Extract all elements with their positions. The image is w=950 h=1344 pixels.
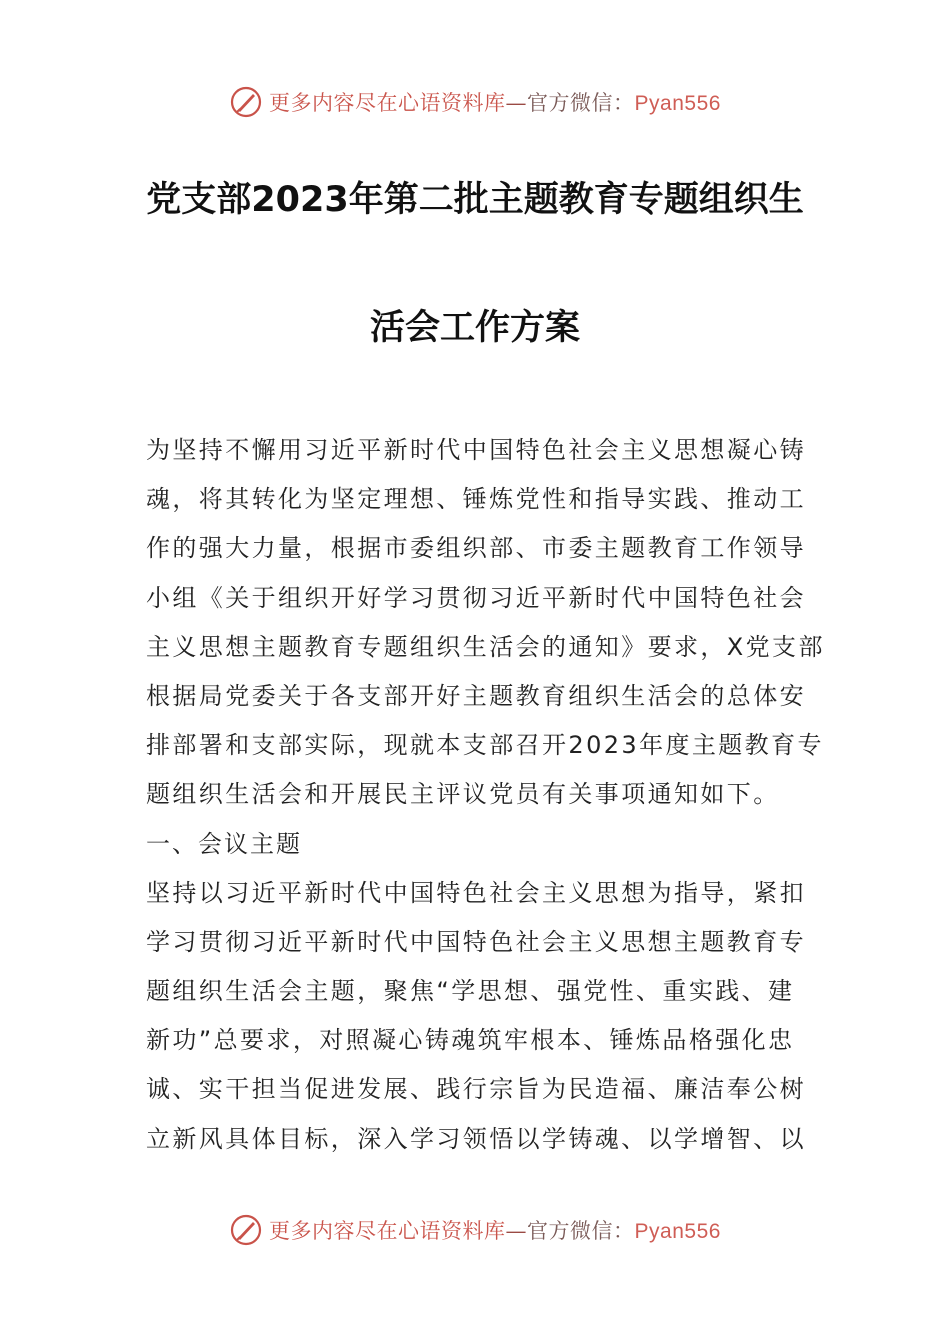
document-title-line-2: 活会工作方案: [369, 308, 580, 348]
intro-line: 排部署和支部实际，现就本支部召开2023年度主题教育专: [146, 731, 824, 760]
section-line: 新功”总要求，对照凝心铸魂筑牢根本、锤炼品格强化忠: [146, 1026, 795, 1055]
quill-logo-icon: [229, 85, 263, 119]
section-heading: 一、会议主题: [146, 829, 302, 858]
banner-wechat-id: Pyan556: [634, 1220, 721, 1243]
document-title-line-1: 党支部2023年第二批主题教育专题组织生: [146, 180, 804, 220]
intro-line: 主义思想主题教育专题组织生活会的通知》要求，X党支部: [146, 632, 825, 661]
intro-line: 作的强大力量，根据市委组织部、市委主题教育工作领导: [146, 534, 806, 563]
banner-site-text: 更多内容尽在心语资料库: [269, 91, 506, 115]
intro-line: 根据局党委关于各支部开好主题教育组织生活会的总体安: [146, 681, 806, 710]
intro-line: 为坚持不懈用习近平新时代中国特色社会主义思想凝心铸: [146, 436, 806, 464]
section-line: 诚、实干担当促进发展、践行宗旨为民造福、廉洁奉公树: [146, 1075, 806, 1104]
header-watermark-banner: [0, 82, 950, 122]
document-body: [146, 426, 825, 1164]
section-line: 题组织生活会主题，聚焦“学思想、强党性、重实践、建: [146, 977, 795, 1006]
banner-dash: —: [505, 91, 528, 115]
banner-dash: —: [505, 1219, 528, 1243]
intro-line: 魂，将其转化为坚定理想、锤炼党性和指导实践、推动工: [146, 485, 806, 514]
section-line: 立新风具体目标，深入学习领悟以学铸魂、以学增智、以: [146, 1124, 806, 1153]
quill-logo-icon: [229, 1213, 263, 1247]
footer-watermark-banner: [0, 1210, 950, 1250]
intro-line: 题组织生活会和开展民主评议党员有关事项通知如下。: [146, 780, 780, 809]
section-line: 学习贯彻习近平新时代中国特色社会主义思想主题教育专: [146, 927, 806, 956]
banner-wechat-label: 官方微信：: [527, 1219, 635, 1243]
section-line: 坚持以习近平新时代中国特色社会主义思想为指导，紧扣: [146, 878, 806, 907]
banner-wechat-label: 官方微信：: [527, 91, 635, 115]
banner-wechat-id: Pyan556: [634, 92, 721, 115]
intro-line: 小组《关于组织开好学习贯彻习近平新时代中国特色社会: [146, 583, 806, 612]
banner-site-text: 更多内容尽在心语资料库: [269, 1219, 506, 1243]
